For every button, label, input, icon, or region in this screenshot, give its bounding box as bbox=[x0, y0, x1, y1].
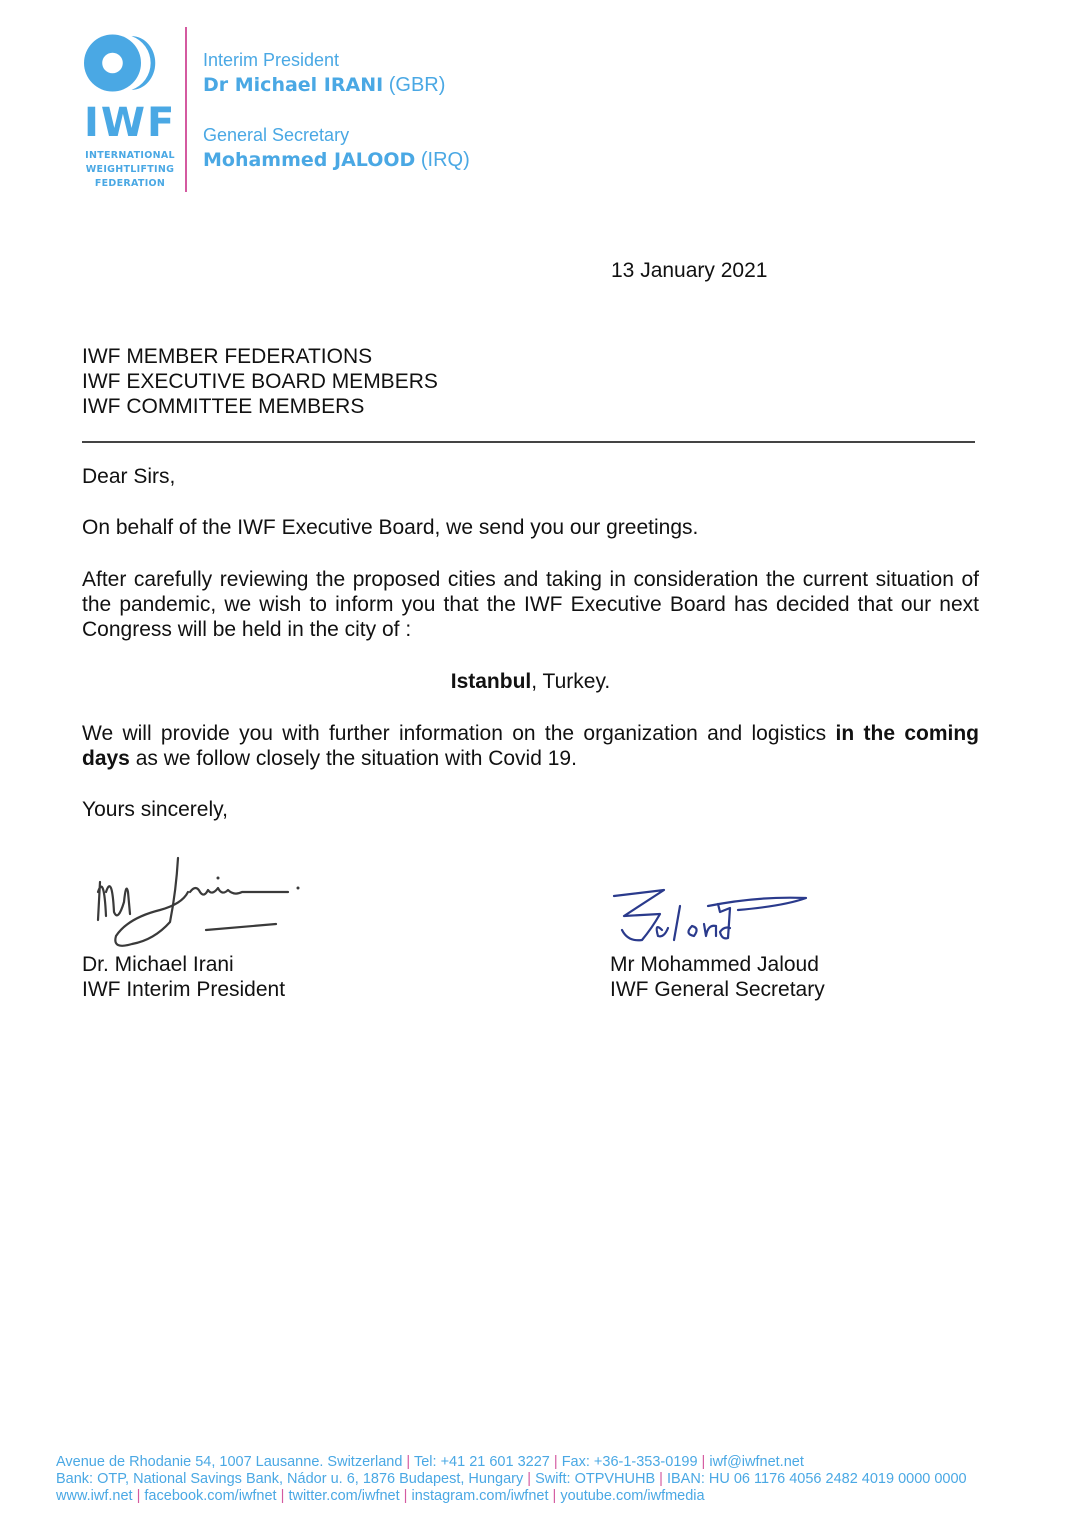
logo-acronym: IWF bbox=[84, 100, 177, 146]
officer-president bbox=[203, 48, 445, 98]
congress-venue bbox=[82, 669, 979, 694]
footer-links-line bbox=[56, 1488, 967, 1505]
iwf-logo bbox=[84, 25, 180, 195]
followup-emphasis: in the coming days bbox=[82, 722, 979, 770]
paragraph-followup bbox=[82, 721, 979, 771]
signatory-title: IWF General Secretary bbox=[610, 978, 825, 1001]
logo-subtitle bbox=[84, 149, 176, 191]
signature-block-secretary bbox=[610, 952, 825, 1002]
weight-plate-icon bbox=[84, 25, 160, 101]
venue-country: , Turkey. bbox=[531, 670, 611, 693]
handwritten-signature-jaloud-icon bbox=[608, 882, 813, 952]
officer-country: (IRQ) bbox=[420, 149, 470, 171]
footer-bank: Bank: OTP, National Savings Bank, Nádor u. 6, 1876 Budapest, Hungary bbox=[56, 1471, 524, 1487]
signature-block-president bbox=[82, 952, 285, 1002]
officer-role: Interim President bbox=[203, 50, 340, 70]
footer-website-link[interactable]: www.iwf.net bbox=[56, 1488, 133, 1504]
footer-separator: | bbox=[527, 1471, 532, 1487]
horizontal-rule bbox=[82, 441, 975, 443]
footer-iban: IBAN: HU 06 1176 4056 2482 4019 0000 0000 bbox=[666, 1471, 967, 1487]
handwritten-signature-irani-icon bbox=[92, 852, 307, 962]
followup-text: as we follow closely the situation with Covid 19. bbox=[129, 747, 577, 770]
footer-separator: | bbox=[553, 1454, 558, 1470]
logo-subtitle-line: FEDERATION bbox=[94, 178, 166, 189]
footer-address-line bbox=[56, 1454, 967, 1471]
footer-email-link[interactable]: iwf@iwfnet.net bbox=[709, 1454, 804, 1470]
letterhead-divider bbox=[185, 27, 187, 192]
officer-name-line bbox=[203, 147, 470, 173]
footer-separator: | bbox=[701, 1454, 706, 1470]
officer-name: Mohammed JALOOD bbox=[203, 149, 416, 171]
recipient-list bbox=[82, 344, 438, 419]
recipient: IWF COMMITTEE MEMBERS bbox=[82, 395, 365, 418]
footer-separator: | bbox=[406, 1454, 411, 1470]
officer-secretary bbox=[203, 123, 470, 173]
paragraph-decision: After carefully reviewing the proposed cities and taking in consideration the current situation of the pandemic, we wish to inform you that the IWF Executive Board has decided that our next Congress will be held in the city of : bbox=[82, 568, 979, 641]
footer-facebook-link[interactable]: facebook.com/iwfnet bbox=[144, 1488, 277, 1504]
signatory-name: Mr Mohammed Jaloud bbox=[610, 953, 819, 976]
logo-subtitle-line: INTERNATIONAL bbox=[85, 150, 175, 161]
footer-separator: | bbox=[659, 1471, 663, 1487]
recipient: IWF MEMBER FEDERATIONS bbox=[82, 345, 373, 368]
footer-separator: | bbox=[552, 1488, 557, 1504]
signatory-title: IWF Interim President bbox=[82, 978, 286, 1001]
officer-country: (GBR) bbox=[388, 74, 446, 96]
signatory-name: Dr. Michael Irani bbox=[82, 953, 234, 976]
venue-city: Istanbul bbox=[450, 670, 532, 693]
officer-role: General Secretary bbox=[203, 125, 350, 145]
logo-subtitle-line: WEIGHTLIFTING bbox=[85, 164, 175, 175]
letter-date: 13 January 2021 bbox=[611, 259, 768, 282]
footer-swift: Swift: OTPVHUHB bbox=[535, 1471, 656, 1487]
footer-address: Avenue de Rhodanie 54, 1007 Lausanne. Switzerland bbox=[56, 1454, 403, 1470]
footer-separator: | bbox=[403, 1488, 408, 1504]
footer-phone: Tel: +41 21 601 3227 bbox=[413, 1454, 550, 1470]
letter-footer bbox=[56, 1454, 967, 1505]
footer-youtube-link[interactable]: youtube.com/iwfmedia bbox=[560, 1488, 705, 1504]
footer-separator: | bbox=[280, 1488, 285, 1504]
closing: Yours sincerely, bbox=[82, 798, 228, 821]
footer-bank-line bbox=[56, 1471, 967, 1488]
footer-twitter-link[interactable]: twitter.com/iwfnet bbox=[288, 1488, 400, 1504]
salutation: Dear Sirs, bbox=[82, 465, 176, 488]
footer-separator: | bbox=[136, 1488, 141, 1504]
officer-name-line bbox=[203, 72, 445, 98]
paragraph-greeting: On behalf of the IWF Executive Board, we send you our greetings. bbox=[82, 516, 699, 539]
followup-text: We will provide you with further information on the organization and logistics bbox=[82, 722, 836, 745]
footer-instagram-link[interactable]: instagram.com/iwfnet bbox=[411, 1488, 549, 1504]
footer-fax: Fax: +36-1-353-0199 bbox=[561, 1454, 698, 1470]
officer-name: Dr Michael IRANI bbox=[203, 74, 384, 96]
recipient: IWF EXECUTIVE BOARD MEMBERS bbox=[82, 370, 438, 393]
